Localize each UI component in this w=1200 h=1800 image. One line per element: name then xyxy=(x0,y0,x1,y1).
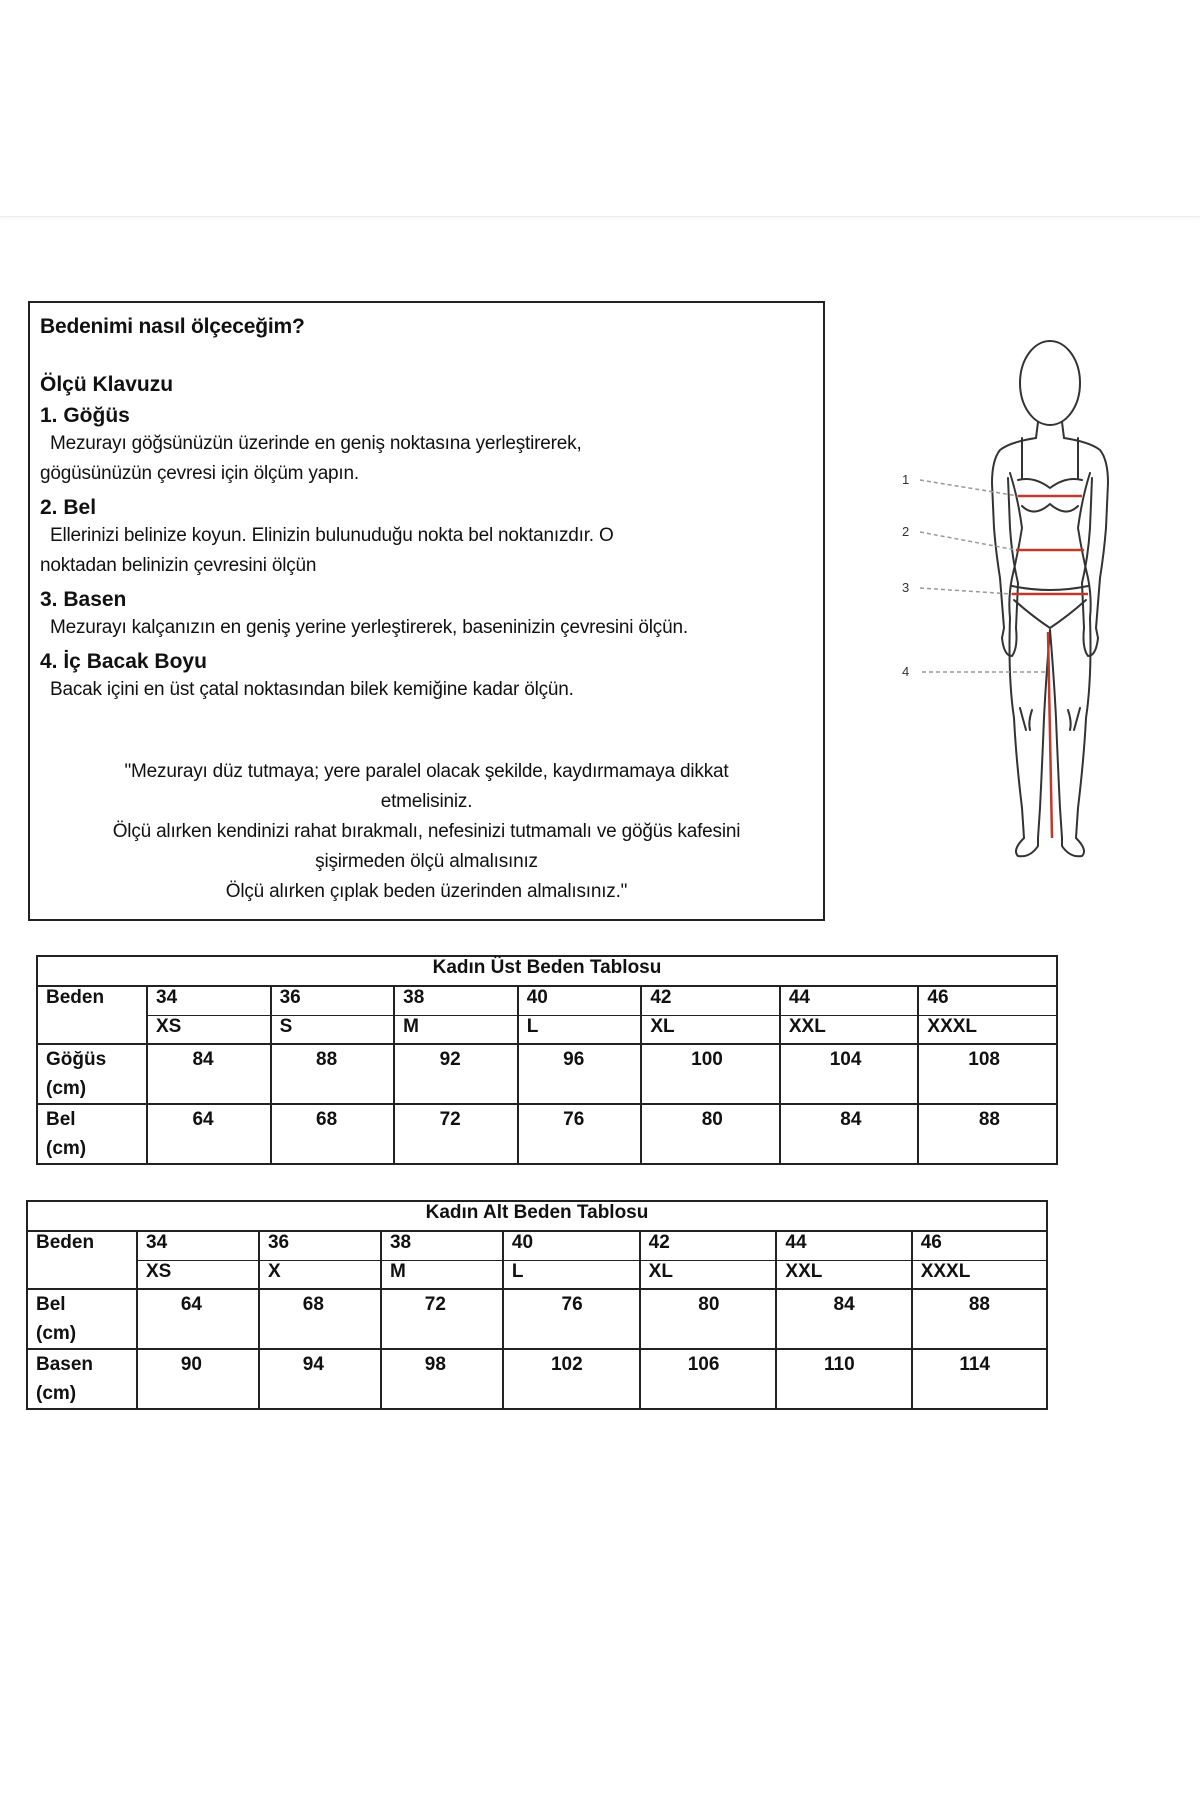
size-num: 42 xyxy=(641,986,780,1015)
top-bar xyxy=(0,0,1200,217)
table-cell: 76 xyxy=(518,1104,642,1164)
guide-note xyxy=(40,757,813,907)
table-cell: 88 xyxy=(918,1104,1057,1164)
section-text-hip xyxy=(40,613,813,643)
size-num: 34 xyxy=(137,1231,259,1260)
row-label-name: Bel xyxy=(46,1109,76,1130)
size-letter: XL xyxy=(641,1015,780,1044)
row-label xyxy=(37,1044,147,1104)
table-cell: 88 xyxy=(271,1044,395,1104)
row-label-unit: (cm) xyxy=(46,1138,87,1159)
table-cell: 84 xyxy=(147,1044,271,1104)
marker-4: 4 xyxy=(902,664,910,679)
section-text-chest xyxy=(40,429,813,489)
size-letter: S xyxy=(271,1015,395,1044)
table-cell: 88 xyxy=(912,1289,1047,1349)
marker-2: 2 xyxy=(902,524,910,539)
section-text-line: Ellerinizi belinize koyun. Elinizin bulunuduğu nokta bel noktanızdır. O xyxy=(50,525,614,546)
size-letter: L xyxy=(503,1260,640,1289)
upper-size-table xyxy=(36,955,1058,1165)
section-text-line: gögüsünüzün çevresi için ölçüm yapın. xyxy=(40,463,359,484)
section-heading-inseam: 4. İç Bacak Boyu xyxy=(40,650,207,673)
marker-1: 1 xyxy=(902,472,910,487)
size-num: 46 xyxy=(912,1231,1047,1260)
table-cell: 104 xyxy=(780,1044,919,1104)
size-num: 36 xyxy=(271,986,395,1015)
row-label xyxy=(27,1289,137,1349)
size-num: 34 xyxy=(147,986,271,1015)
table-cell: 84 xyxy=(780,1104,919,1164)
table-cell: 64 xyxy=(147,1104,271,1164)
size-letter: XXXL xyxy=(918,1015,1057,1044)
table-cell: 108 xyxy=(918,1044,1057,1104)
measurement-guide xyxy=(28,301,825,921)
size-num: 38 xyxy=(381,1231,503,1260)
table-cell: 110 xyxy=(776,1349,911,1409)
size-letter: M xyxy=(394,1015,518,1044)
table-cell: 98 xyxy=(381,1349,503,1409)
table-cell: 68 xyxy=(271,1104,395,1164)
table-cell: 80 xyxy=(640,1289,777,1349)
size-label: Beden xyxy=(37,986,147,1044)
table-cell: 64 xyxy=(137,1289,259,1349)
row-label-name: Göğüs xyxy=(46,1049,107,1070)
table-caption: Kadın Alt Beden Tablosu xyxy=(27,1201,1047,1231)
table-cell: 114 xyxy=(912,1349,1047,1409)
table-cell: 84 xyxy=(776,1289,911,1349)
note-line: "Mezurayı düz tutmaya; yere paralel olacak şekilde, kaydırmamaya dikkat xyxy=(124,761,729,782)
lower-size-table xyxy=(26,1200,1048,1410)
table-cell: 90 xyxy=(137,1349,259,1409)
size-letter: XXXL xyxy=(912,1260,1047,1289)
table-cell: 80 xyxy=(641,1104,780,1164)
table-cell: 106 xyxy=(640,1349,777,1409)
section-text-line: Mezurayı kalçanızın en geniş yerine yerleştirerek, baseninizin çevresini ölçün. xyxy=(50,617,688,638)
row-label-unit: (cm) xyxy=(46,1078,87,1099)
size-letter: XS xyxy=(147,1015,271,1044)
table-cell: 68 xyxy=(259,1289,381,1349)
guide-subtitle: Ölçü Klavuzu xyxy=(40,373,174,396)
note-line: şişirmeden ölçü almalısınız xyxy=(315,851,538,872)
size-num: 42 xyxy=(640,1231,777,1260)
size-num: 38 xyxy=(394,986,518,1015)
size-label: Beden xyxy=(27,1231,137,1289)
body-figure-illustration xyxy=(900,338,1160,898)
section-text-waist xyxy=(40,521,813,581)
table-caption: Kadın Üst Beden Tablosu xyxy=(37,956,1057,986)
section-heading-hip: 3. Basen xyxy=(40,588,127,611)
size-letter: X xyxy=(259,1260,381,1289)
table-cell: 72 xyxy=(381,1289,503,1349)
table-cell: 96 xyxy=(518,1044,642,1104)
size-num: 36 xyxy=(259,1231,381,1260)
body-outline-icon xyxy=(900,338,1160,898)
row-label xyxy=(37,1104,147,1164)
row-label-name: Bel xyxy=(36,1294,66,1315)
section-heading-chest: 1. Göğüs xyxy=(40,404,130,427)
section-text-inseam xyxy=(40,675,813,705)
size-letter: XXL xyxy=(780,1015,919,1044)
table-cell: 94 xyxy=(259,1349,381,1409)
size-letter: XXL xyxy=(776,1260,911,1289)
note-line: etmelisiniz. xyxy=(380,791,473,812)
size-num: 44 xyxy=(776,1231,911,1260)
size-num: 40 xyxy=(503,1231,640,1260)
size-letter: XL xyxy=(640,1260,777,1289)
row-label-unit: (cm) xyxy=(36,1383,77,1404)
size-num: 40 xyxy=(518,986,642,1015)
size-letter: M xyxy=(381,1260,503,1289)
guide-title: Bedenimi nasıl ölçeceğim? xyxy=(40,315,305,338)
size-letter: XS xyxy=(137,1260,259,1289)
section-heading-waist: 2. Bel xyxy=(40,496,97,519)
section-text-line: noktadan belinizin çevresini ölçün xyxy=(40,555,317,576)
size-num: 46 xyxy=(918,986,1057,1015)
table-cell: 92 xyxy=(394,1044,518,1104)
note-line: Ölçü alırken kendinizi rahat bırakmalı, nefesinizi tutmamalı ve göğüs kafesini xyxy=(112,821,741,842)
note-line: Ölçü alırken çıplak beden üzerinden almalısınız." xyxy=(225,881,628,902)
section-text-line: Bacak içini en üst çatal noktasından bilek kemiğine kadar ölçün. xyxy=(50,679,574,700)
size-letter: L xyxy=(518,1015,642,1044)
row-label-unit: (cm) xyxy=(36,1323,77,1344)
row-label-name: Basen xyxy=(36,1354,94,1375)
table-cell: 72 xyxy=(394,1104,518,1164)
marker-3: 3 xyxy=(902,580,910,595)
size-num: 44 xyxy=(780,986,919,1015)
row-label xyxy=(27,1349,137,1409)
table-cell: 100 xyxy=(641,1044,780,1104)
table-cell: 102 xyxy=(503,1349,640,1409)
section-text-line: Mezurayı göğsünüzün üzerinde en geniş noktasına yerleştirerek, xyxy=(50,433,582,454)
table-cell: 76 xyxy=(503,1289,640,1349)
